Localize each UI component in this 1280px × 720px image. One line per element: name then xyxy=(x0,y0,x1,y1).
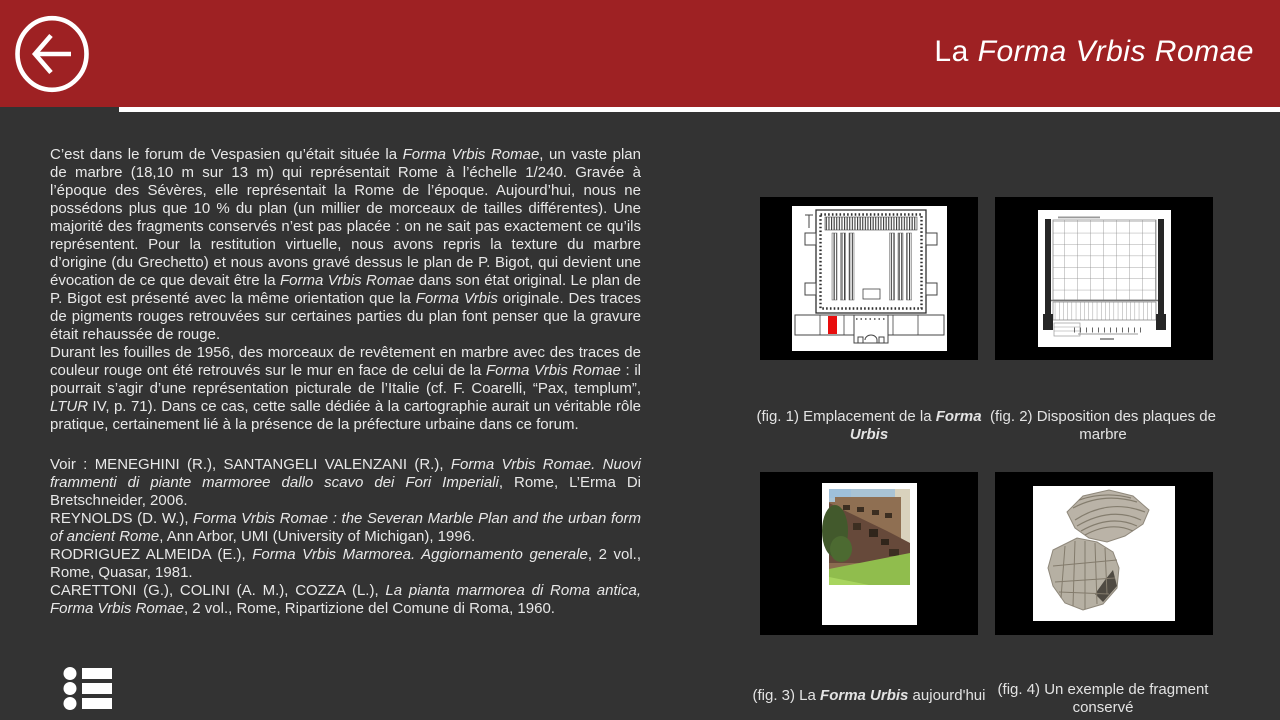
figure-3-caption: (fig. 3) La Forma Urbis aujourd'hui xyxy=(752,687,986,704)
figure-4-fragment-photo xyxy=(1033,486,1175,621)
bibliography xyxy=(50,456,641,618)
figure-2-plaques-image xyxy=(1038,210,1171,347)
bibliography-entry: Voir : MENEGHINI (R.), SANTANGELI VALENZANI (R.), Forma Vrbis Romae. Nuovi frammenti di piante marmoree dallo scavo dei Fori Imperiali, Rome, L’Erma Di Bretschneider, 2006. xyxy=(50,456,642,509)
page-title xyxy=(934,35,1254,69)
header-bar xyxy=(0,0,1280,107)
figure-1-caption: (fig. 1) Emplacement de la Forma Urbis xyxy=(756,408,982,443)
bibliography-entry: REYNOLDS (D. W.), Forma Vrbis Romae : the Severan Marble Plan and the urban form of ancient Rome, Ann Arbor, UMI (University of Michigan), 1996. xyxy=(50,510,641,545)
arrow-left-circle-icon xyxy=(14,15,90,93)
page-title-prefix: La xyxy=(934,35,978,68)
plan-highlight xyxy=(828,316,837,334)
figure-1-plan-image xyxy=(792,206,947,351)
header-underline xyxy=(119,107,1280,112)
figure-4-caption: (fig. 4) Un exemple de fragment conservé xyxy=(997,681,1209,716)
figure-2 xyxy=(995,197,1213,360)
paragraph-main-1: C’est dans le forum de Vespasien qu’était située la Forma Vrbis Romae, un vaste plan de marbre (18,10 m sur 13 m) qui représentait Rome à l’échelle 1/240. Gravée à l’époque des Sévères, elle représentait la Rome de l’époque. Aujourd’hui, nous ne possédons plus que 10 % du plan (un millier de morceaux de tailles différentes). Une majorité des fragments conservés n’est pas placée : on ne sait pas exactement ce qu’ils représentent. Pour la restitution virtuelle, nous avons repris la texture du marbre d’origine (du Grechetto) et nous avons gravé dessus le plan de P. Bigot, qui devient une évocation de ce que devait être la Forma Vrbis Romae dans son état original. Le plan de P. Bigot est présenté avec la même orientation que la Forma Vrbis originale. Des traces de pigments rouges retrouvées sur certaines parties du plan font penser que la gravure était rehaussée de rouge. xyxy=(50,146,641,343)
figure-4 xyxy=(995,472,1213,635)
back-button[interactable] xyxy=(14,15,90,93)
index-list-button[interactable] xyxy=(63,666,112,711)
figure-3-wall-photo xyxy=(822,483,917,625)
figure-2-caption: (fig. 2) Disposition des plaques de marbre xyxy=(990,408,1216,443)
article-text xyxy=(50,146,641,618)
figure-1 xyxy=(760,197,978,360)
page-title-italic: Forma Vrbis Romae xyxy=(977,35,1254,68)
bibliography-entry: RODRIGUEZ ALMEIDA (E.), Forma Vrbis Marmorea. Aggiornamento generale, 2 vol., Rome, Quasar, 1981. xyxy=(50,546,641,581)
paragraph-main-2: Durant les fouilles de 1956, des morceaux de revêtement en marbre avec des traces de couleur rouge ont été retrouvés sur le mur en face de celui de la Forma Vrbis Romae : il pourrait s’agir d’une représentation picturale de l’Italie (cf. F. Coarelli, “Pax, templum”, LTUR IV, p. 71). Dans ce cas, cette salle dédiée à la cartographie aurait un véritable rôle pratique, certainement lié à la présence de la préfecture urbaine dans ce forum. xyxy=(50,344,641,433)
figure-3 xyxy=(760,472,978,635)
bibliography-entry: CARETTONI (G.), COLINI (A. M.), COZZA (L.), La pianta marmorea di Roma antica, Forma Vrbis Romae, 2 vol., Rome, Ripartizione del Comune di Roma, 1960. xyxy=(50,582,642,617)
bullet-list-icon xyxy=(63,666,112,711)
